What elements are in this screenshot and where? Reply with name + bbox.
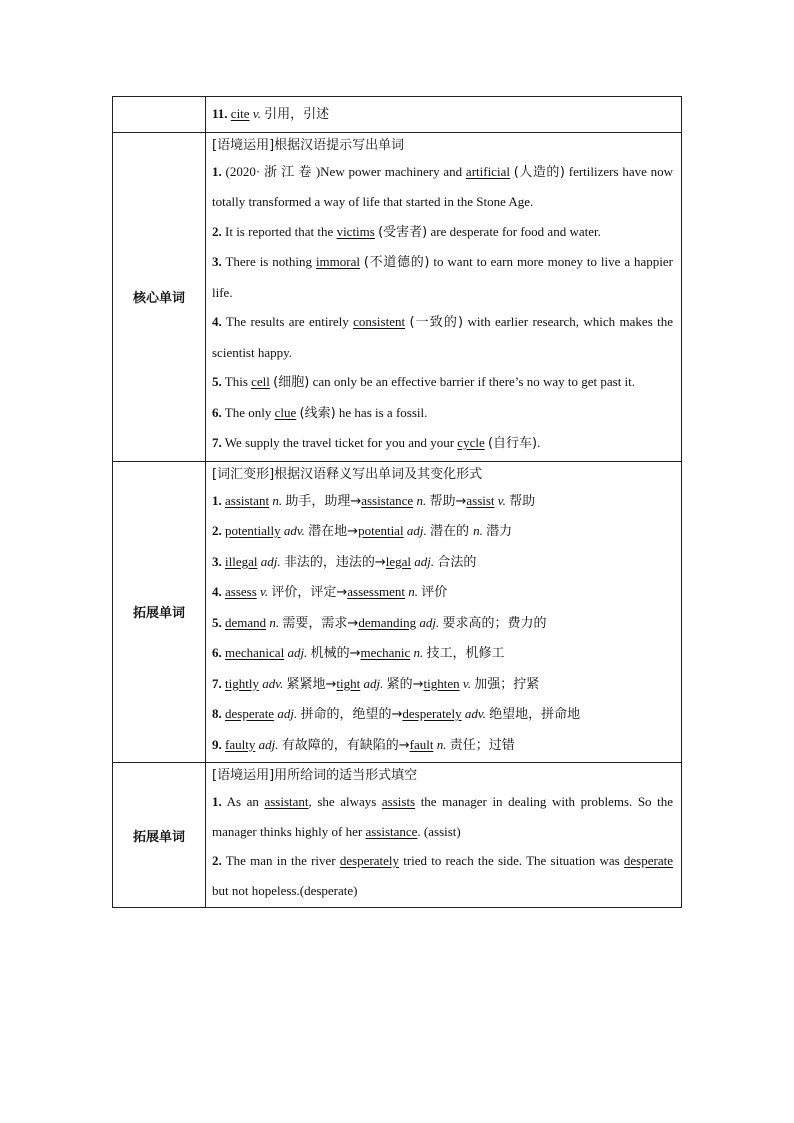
meaning: 引用，引述: [264, 107, 330, 122]
text: The only: [224, 404, 275, 420]
meaning: 紧的→: [386, 676, 424, 692]
item-num: 1.: [212, 492, 222, 508]
word-family-item: [212, 577, 673, 608]
part-of-speech: n.: [413, 645, 424, 660]
item-num: 4.: [212, 314, 222, 329]
part-of-speech: adj.: [258, 736, 279, 752]
part-of-speech: n.: [269, 614, 280, 630]
part-of-speech: n.: [416, 492, 427, 508]
word-family-item: [212, 638, 673, 669]
part-of-speech: adj.: [406, 523, 427, 538]
answer-word: demand: [225, 614, 267, 630]
meaning: 紧紧地→: [286, 676, 337, 692]
core-item: [212, 217, 673, 248]
part-of-speech: v.: [252, 106, 261, 121]
answer-word: desperately: [402, 706, 462, 721]
item-num: 6.: [212, 645, 222, 660]
answer-word: assistant: [225, 492, 270, 508]
word-family-item: [212, 516, 673, 547]
row-top: [113, 97, 682, 133]
meaning: 合法的: [437, 554, 477, 570]
answer-word: mechanic: [360, 645, 411, 660]
part-of-speech: n.: [408, 584, 419, 599]
meaning: 评价，评定→: [271, 585, 348, 600]
row-core: [113, 132, 682, 461]
item-num: 6.: [212, 404, 222, 420]
part-of-speech: n.: [436, 736, 447, 752]
meaning: 潜在地→: [308, 524, 359, 539]
label-empty: [113, 97, 206, 133]
row-expand2-content: [206, 763, 682, 908]
meaning: 要求高的；费力的: [442, 615, 547, 631]
text: There is nothing: [225, 254, 316, 269]
chinese-hint: (细胞): [273, 375, 310, 390]
vocab-table: [112, 96, 682, 908]
chinese-hint: (不道德的): [363, 255, 430, 270]
core-item: [212, 398, 673, 429]
chinese-hint: (受害者): [378, 224, 428, 240]
meaning: 助手，助理→: [285, 493, 362, 509]
word-family-item: [212, 547, 673, 578]
meaning: 拼命的，绝望的→: [300, 707, 403, 722]
part-of-speech: v.: [462, 675, 471, 691]
meaning: 技工，机修工: [426, 646, 505, 661]
section-header: [语境运用]用所给词的适当形式填空: [212, 768, 418, 783]
answer-word: cell: [251, 374, 270, 389]
word-family-item: [212, 486, 673, 517]
row-core-content: [206, 132, 682, 461]
item-num: 9.: [212, 736, 222, 752]
answer-word: assistant: [264, 794, 309, 809]
answer-word: clue: [274, 404, 297, 420]
meaning: 潜力: [486, 524, 513, 539]
item-num: 8.: [212, 706, 222, 721]
text: . (assist): [417, 823, 461, 839]
meaning: 责任；过错: [449, 737, 515, 753]
chinese-hint: (线索): [299, 405, 336, 421]
text: The results are entirely: [225, 314, 354, 329]
core-item: [212, 367, 673, 398]
part-of-speech: adj.: [414, 553, 435, 569]
meaning: 潜在的: [429, 524, 474, 539]
answer-word: assist: [466, 492, 495, 508]
answer-word: desperately: [339, 853, 400, 868]
fill-item: [212, 787, 673, 846]
answer-word: consistent: [353, 314, 406, 329]
item-num: 5.: [212, 614, 222, 630]
text: tried to reach the side. The situation was: [399, 853, 624, 868]
word-family-item: [212, 669, 673, 700]
text: are desperate for food and water.: [427, 223, 601, 239]
item-num: 3.: [212, 553, 222, 569]
part-of-speech: v.: [497, 492, 506, 508]
item-num: 2.: [212, 523, 222, 538]
part-of-speech: n.: [272, 492, 283, 508]
part-of-speech: adj.: [287, 645, 308, 660]
part-of-speech: adj.: [363, 675, 384, 691]
item-num: 2.: [212, 853, 222, 868]
item-num: 2.: [212, 223, 222, 239]
chinese-hint: (人造的): [513, 164, 565, 180]
part-of-speech: adj.: [419, 614, 440, 630]
row-expand2: [113, 763, 682, 908]
word-family-item: [212, 608, 673, 639]
part-of-speech: adv.: [262, 675, 284, 691]
core-item: [212, 428, 673, 459]
text: he has is a fossil.: [335, 404, 428, 420]
answer-word: potentially: [225, 523, 281, 538]
chinese-hint: (自行车): [487, 436, 538, 451]
row-expand1: [113, 461, 682, 763]
part-of-speech: adv.: [464, 706, 486, 721]
meaning: 需要，需求→: [282, 615, 359, 631]
text: We supply the travel ticket for you and your: [224, 435, 458, 450]
text: It is reported that the: [225, 223, 337, 239]
text: with earlier research, which makes the scientist happy.: [212, 314, 674, 360]
item-num: 4.: [212, 584, 222, 599]
meaning: 评价: [421, 585, 448, 600]
text: fertilizers have now totally transformed a way of life that started in the Stone Age.: [212, 163, 674, 209]
answer-word: demanding: [358, 614, 417, 630]
word-family-item: [212, 730, 673, 761]
answer-word: artificial: [465, 163, 510, 179]
answer-word: illegal: [225, 553, 258, 569]
text: but not hopeless.(desperate): [212, 882, 358, 898]
fill-item: [212, 846, 673, 905]
answer-word: cite: [230, 106, 250, 121]
meaning: 绝望地，拼命地: [489, 707, 581, 722]
answer-word: legal: [385, 553, 412, 569]
answer-word: victims: [336, 223, 375, 239]
meaning: 非法的，违法的→: [283, 554, 386, 570]
answer-word: desperate: [225, 706, 275, 721]
part-of-speech: v.: [260, 584, 269, 599]
answer-word: assistance: [361, 492, 414, 508]
row-expand1-content: [206, 461, 682, 763]
answer-word: potential: [358, 523, 404, 538]
answer-word: assessment: [347, 584, 406, 599]
answer-word: assess: [225, 584, 257, 599]
answer-word: mechanical: [225, 645, 285, 660]
core-item: [212, 307, 673, 367]
row-label-core: 核心单词: [113, 132, 206, 461]
item-num: 1.: [212, 163, 222, 179]
item-num: 1.: [212, 794, 222, 809]
row-label-expand2: 拓展单词: [113, 763, 206, 908]
answer-word: immoral: [315, 254, 360, 269]
chinese-hint: (一致的): [409, 315, 464, 330]
text: (2020· 浙 江 卷 )New power machinery and: [225, 163, 466, 179]
core-item: [212, 157, 673, 217]
item-num: 7.: [212, 435, 222, 450]
answer-word: tighten: [423, 675, 460, 691]
meaning: 帮助→: [429, 493, 467, 509]
part-of-speech: n.: [473, 523, 483, 538]
meaning: 加强；拧紧: [474, 676, 540, 692]
row-top-content: [206, 97, 682, 133]
item-num: 5.: [212, 374, 222, 389]
text: The man in the river: [225, 853, 340, 868]
part-of-speech: adv.: [283, 523, 305, 538]
item-num: 3.: [212, 254, 222, 269]
top-item: [212, 99, 673, 130]
meaning: 有故障的，有缺陷的→: [281, 737, 410, 753]
core-item: [212, 247, 673, 307]
answer-word: tight: [336, 675, 361, 691]
section-header: [词汇变形]根据汉语释义写出单词及其变化形式: [212, 466, 483, 482]
answer-word: tightly: [225, 675, 259, 691]
text: This: [224, 374, 252, 389]
text: , she always: [308, 794, 382, 809]
answer-word: faulty: [225, 736, 256, 752]
text: .: [537, 435, 541, 450]
section-header: [语境运用]根据汉语提示写出单词: [212, 137, 405, 153]
meaning: 帮助: [509, 493, 536, 509]
answer-word: assistance: [365, 823, 418, 839]
part-of-speech: adj.: [277, 706, 298, 721]
item-num: 7.: [212, 675, 222, 691]
answer-word: desperate: [623, 853, 673, 868]
word-family-item: [212, 699, 673, 730]
meaning: 机械的→: [310, 646, 361, 661]
item-num: 11.: [212, 106, 228, 121]
part-of-speech: adj.: [260, 553, 281, 569]
text: As an: [226, 794, 265, 809]
text: can only be an effective barrier if there’s no way to get past it.: [309, 374, 636, 389]
text: to want to earn more money to live a happier life.: [212, 254, 674, 300]
answer-word: assists: [381, 794, 416, 809]
answer-word: fault: [409, 736, 434, 752]
text: the manager in dealing with problems. So the manager thinks highly of her: [212, 794, 673, 839]
answer-word: cycle: [457, 435, 485, 450]
row-label-expand1: 拓展单词: [113, 461, 206, 763]
